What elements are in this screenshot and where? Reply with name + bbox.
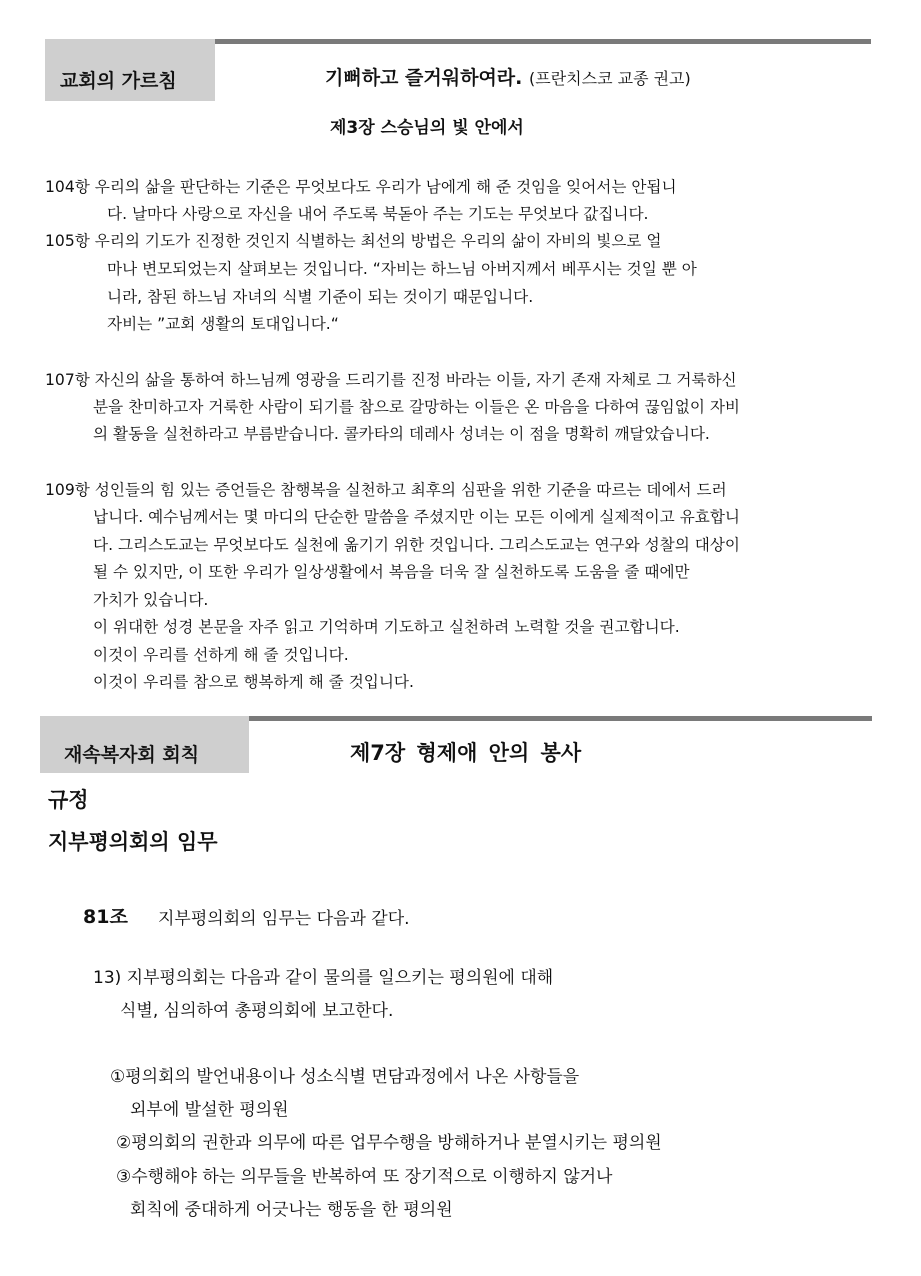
list-item: ②평의회의 권한과 의무에 따른 업무수행을 방해하거나 분열시키는 평의원 (116, 1133, 662, 1153)
article-number: 81조 (83, 906, 128, 928)
paragraph-line: 이것이 우리를 참으로 행복하게 해 줄 것입니다. (93, 673, 414, 691)
paragraph-line: 마나 변모되었는지 살펴보는 것입니다. “자비는 하느님 아버지께서 베푸시는 것일 뿐 아 (107, 260, 697, 278)
paragraph-line: 자비는 ”교회 생활의 토대입니다.“ (107, 315, 339, 333)
paragraph-line: 105항 우리의 기도가 진정한 것인지 식별하는 최선의 방법은 우리의 삶이 자비의 빛으로 얼 (45, 232, 662, 250)
section1-tab-label: 교회의 가르침 (60, 70, 177, 92)
paragraph-line: 될 수 있지만, 이 또한 우리가 일상생활에서 복음을 더욱 잘 실천하도록 도움을 줄 때에만 (93, 563, 690, 581)
paragraph-line: 니라, 참된 하느님 자녀의 식별 기준이 되는 것이기 때문입니다. (107, 288, 534, 306)
list-item: ③수행해야 하는 의무들을 반복하여 또 장기적으로 이행하지 않거나 (116, 1167, 613, 1187)
section1-title-paren: (프란치스코 교종 권고) (529, 69, 691, 88)
article-text: 지부평의회의 임무는 다음과 같다. (158, 909, 410, 929)
section1-tab (45, 39, 215, 101)
paragraph-line: 의 활동을 실천하라고 부름받습니다. 콜카타의 데레사 성녀는 이 점을 명확히 깨달았습니다. (93, 425, 710, 443)
section1-title (325, 63, 691, 90)
section2-tab-label: 재속복자회 회칙 (64, 744, 200, 766)
section2-title: 제7장 형제애 안의 봉사 (350, 741, 582, 765)
paragraph-line: 107항 자신의 삶을 통하여 하느님께 영광을 드리기를 진정 바라는 이들, 자기 존재 자체로 그 거룩하신 (45, 371, 737, 389)
list-item: ①평의회의 발언내용이나 성소식별 면담과정에서 나온 사항들을 (110, 1067, 580, 1087)
paragraph-line: 다. 날마다 사랑으로 자신을 내어 주도록 북돋아 주는 기도는 무엇보다 값집니다. (107, 205, 649, 223)
paragraph-line: 분을 찬미하고자 거룩한 사람이 되기를 참으로 갈망하는 이들은 온 마음을 다하여 끊임없이 자비 (93, 398, 740, 416)
list-item: 13) 지부평의회는 다음과 같이 물의를 일으키는 평의원에 대해 (93, 968, 554, 988)
section2-tab (40, 716, 249, 773)
section1-title-main: 기뻐하고 즐거워하여라. (325, 67, 523, 89)
paragraph-line: 다. 그리스도교는 무엇보다도 실천에 옮기기 위한 것입니다. 그리스도교는 연구와 성찰의 대상이 (93, 536, 740, 554)
paragraph-line: 109항 성인들의 힘 있는 증언들은 참행복을 실천하고 최후의 심판을 위한 기준을 따르는 데에서 드러 (45, 481, 727, 499)
paragraph-line: 104항 우리의 삶을 판단하는 기준은 무엇보다도 우리가 남에게 해 준 것임을 잊어서는 안됩니 (45, 178, 677, 196)
heading-rule: 규정 (48, 788, 89, 812)
paragraph-line: 이 위대한 성경 본문을 자주 읽고 기억하며 기도하고 실천하려 노력할 것을 권고합니다. (93, 618, 680, 636)
paragraph-line: 이것이 우리를 선하게 해 줄 것입니다. (93, 646, 349, 664)
list-item: 외부에 발설한 평의원 (130, 1100, 289, 1120)
list-item: 식별, 심의하여 총평의회에 보고한다. (120, 1001, 394, 1021)
section1-subtitle: 제3장 스승님의 빛 안에서 (330, 118, 524, 138)
list-item: 회칙에 중대하게 어긋나는 행동을 한 평의원 (130, 1200, 453, 1220)
paragraph-line: 납니다. 예수님께서는 몇 마디의 단순한 말씀을 주셨지만 이는 모든 이에게 실제적이고 유효합니 (93, 508, 740, 526)
heading-duty: 지부평의회의 임무 (48, 830, 218, 854)
paragraph-line: 가치가 있습니다. (93, 591, 209, 609)
